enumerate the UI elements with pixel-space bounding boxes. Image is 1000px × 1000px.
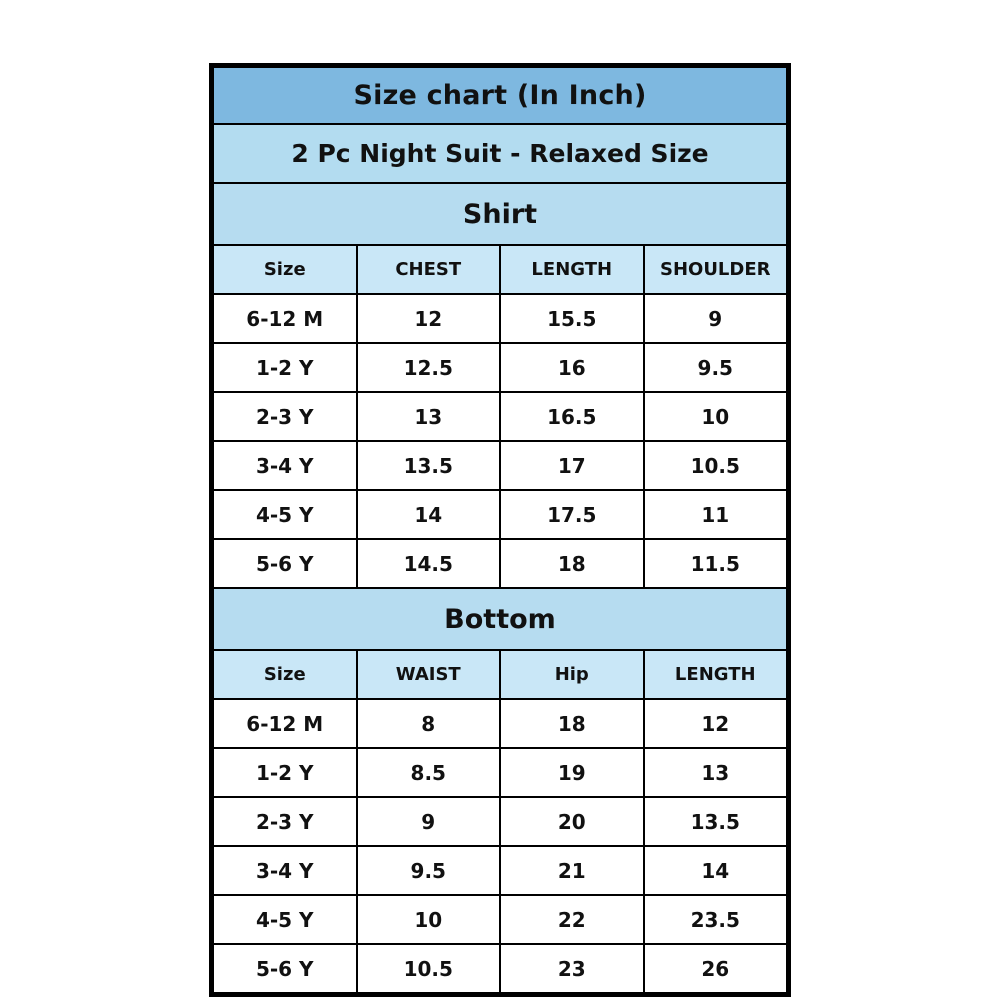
column-header-shirt-size: Size bbox=[213, 245, 357, 294]
cell-shirt-length: 17 bbox=[500, 441, 644, 490]
chart-title-row bbox=[213, 67, 787, 124]
cell-shirt-shoulder: 9.5 bbox=[644, 343, 788, 392]
cell-bottom-hip: 18 bbox=[500, 699, 644, 748]
cell-shirt-size: 1-2 Y bbox=[213, 343, 357, 392]
cell-shirt-chest: 13.5 bbox=[357, 441, 501, 490]
column-header-bottom-size: Size bbox=[213, 650, 357, 699]
cell-shirt-size: 4-5 Y bbox=[213, 490, 357, 539]
table-row bbox=[213, 441, 787, 490]
cell-bottom-size: 1-2 Y bbox=[213, 748, 357, 797]
table-row bbox=[213, 895, 787, 944]
section-title-shirt: Shirt bbox=[213, 183, 787, 245]
cell-bottom-waist: 8.5 bbox=[357, 748, 501, 797]
table-row bbox=[213, 846, 787, 895]
cell-bottom-hip: 20 bbox=[500, 797, 644, 846]
cell-bottom-hip: 21 bbox=[500, 846, 644, 895]
chart-subtitle: 2 Pc Night Suit - Relaxed Size bbox=[213, 124, 787, 183]
cell-bottom-size: 3-4 Y bbox=[213, 846, 357, 895]
table-row bbox=[213, 539, 787, 588]
column-header-shirt-shoulder: SHOULDER bbox=[644, 245, 788, 294]
column-header-shirt-chest: CHEST bbox=[357, 245, 501, 294]
cell-shirt-length: 17.5 bbox=[500, 490, 644, 539]
cell-shirt-size: 3-4 Y bbox=[213, 441, 357, 490]
cell-bottom-length: 12 bbox=[644, 699, 788, 748]
column-header-row-shirt bbox=[213, 245, 787, 294]
cell-shirt-size: 6-12 M bbox=[213, 294, 357, 343]
column-header-bottom-waist: WAIST bbox=[357, 650, 501, 699]
cell-shirt-length: 16.5 bbox=[500, 392, 644, 441]
size-chart-table bbox=[212, 66, 788, 994]
cell-bottom-waist: 10.5 bbox=[357, 944, 501, 993]
cell-bottom-hip: 22 bbox=[500, 895, 644, 944]
chart-title: Size chart (In Inch) bbox=[213, 67, 787, 124]
cell-shirt-size: 2-3 Y bbox=[213, 392, 357, 441]
column-header-row-bottom bbox=[213, 650, 787, 699]
cell-bottom-length: 13 bbox=[644, 748, 788, 797]
size-chart-table-container bbox=[209, 63, 791, 997]
cell-shirt-chest: 12 bbox=[357, 294, 501, 343]
table-row bbox=[213, 944, 787, 993]
cell-shirt-shoulder: 9 bbox=[644, 294, 788, 343]
column-header-bottom-hip: Hip bbox=[500, 650, 644, 699]
cell-shirt-chest: 14 bbox=[357, 490, 501, 539]
table-row bbox=[213, 294, 787, 343]
cell-shirt-length: 18 bbox=[500, 539, 644, 588]
cell-bottom-length: 26 bbox=[644, 944, 788, 993]
cell-bottom-size: 4-5 Y bbox=[213, 895, 357, 944]
table-row bbox=[213, 748, 787, 797]
cell-shirt-length: 15.5 bbox=[500, 294, 644, 343]
table-row bbox=[213, 699, 787, 748]
cell-bottom-waist: 8 bbox=[357, 699, 501, 748]
table-row bbox=[213, 797, 787, 846]
cell-shirt-length: 16 bbox=[500, 343, 644, 392]
cell-bottom-length: 23.5 bbox=[644, 895, 788, 944]
cell-shirt-chest: 14.5 bbox=[357, 539, 501, 588]
cell-bottom-size: 6-12 M bbox=[213, 699, 357, 748]
section-header-shirt bbox=[213, 183, 787, 245]
cell-shirt-shoulder: 11.5 bbox=[644, 539, 788, 588]
cell-bottom-length: 13.5 bbox=[644, 797, 788, 846]
cell-shirt-shoulder: 10 bbox=[644, 392, 788, 441]
chart-subtitle-row bbox=[213, 124, 787, 183]
cell-shirt-chest: 12.5 bbox=[357, 343, 501, 392]
cell-shirt-shoulder: 10.5 bbox=[644, 441, 788, 490]
cell-bottom-hip: 23 bbox=[500, 944, 644, 993]
cell-shirt-chest: 13 bbox=[357, 392, 501, 441]
cell-bottom-waist: 10 bbox=[357, 895, 501, 944]
section-header-bottom bbox=[213, 588, 787, 650]
cell-bottom-size: 5-6 Y bbox=[213, 944, 357, 993]
cell-shirt-shoulder: 11 bbox=[644, 490, 788, 539]
table-row bbox=[213, 392, 787, 441]
cell-shirt-size: 5-6 Y bbox=[213, 539, 357, 588]
column-header-shirt-length: LENGTH bbox=[500, 245, 644, 294]
column-header-bottom-length: LENGTH bbox=[644, 650, 788, 699]
cell-bottom-length: 14 bbox=[644, 846, 788, 895]
section-title-bottom: Bottom bbox=[213, 588, 787, 650]
table-row bbox=[213, 490, 787, 539]
cell-bottom-hip: 19 bbox=[500, 748, 644, 797]
cell-bottom-size: 2-3 Y bbox=[213, 797, 357, 846]
cell-bottom-waist: 9.5 bbox=[357, 846, 501, 895]
table-row bbox=[213, 343, 787, 392]
cell-bottom-waist: 9 bbox=[357, 797, 501, 846]
